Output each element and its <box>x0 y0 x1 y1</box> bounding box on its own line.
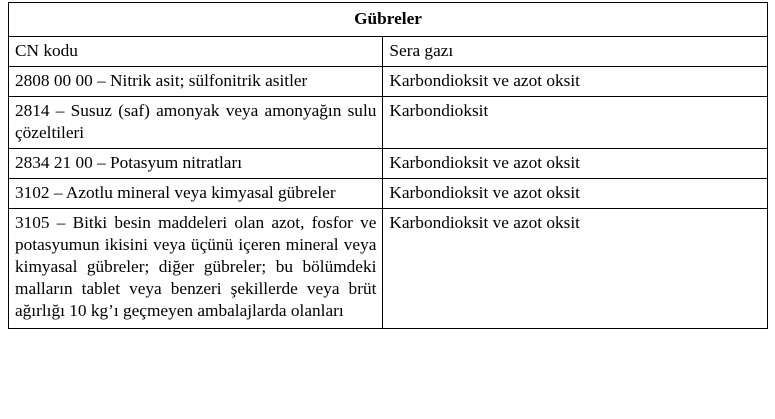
greenhouse-gas-cell: Karbondioksit <box>383 97 768 149</box>
fertilizers-table <box>8 2 768 329</box>
greenhouse-gas-cell: Karbondioksit ve azot oksit <box>383 179 768 209</box>
cn-code-cell: 2834 21 00 – Potasyum nitratları <box>9 149 383 179</box>
greenhouse-gas-cell: Karbondioksit ve azot oksit <box>383 67 768 97</box>
cn-code-cell: 3105 – Bitki besin maddeleri olan azot, fosfor ve potasyumun ikisini veya üçünü içeren mineral veya kimyasal gübreler; diğer gübreler; bu bölümdeki malların tablet veya benzeri şekillerde veya brüt ağırlığı 10 kg’ı geçmeyen ambalajlarda olanları <box>9 209 383 329</box>
table-row <box>9 209 768 329</box>
header-greenhouse-gas: Sera gazı <box>383 37 768 67</box>
cn-code-cell: 2808 00 00 – Nitrik asit; sülfonitrik asitler <box>9 67 383 97</box>
table-row <box>9 149 768 179</box>
greenhouse-gas-cell: Karbondioksit ve azot oksit <box>383 149 768 179</box>
table-row <box>9 179 768 209</box>
greenhouse-gas-cell: Karbondioksit ve azot oksit <box>383 209 768 329</box>
cn-code-cell: 3102 – Azotlu mineral veya kimyasal gübreler <box>9 179 383 209</box>
header-row <box>9 37 768 67</box>
header-cn-code: CN kodu <box>9 37 383 67</box>
table-title: Gübreler <box>9 3 768 37</box>
title-row <box>9 3 768 37</box>
table-row <box>9 67 768 97</box>
table-row <box>9 97 768 149</box>
cn-code-cell: 2814 – Susuz (saf) amonyak veya amonyağın sulu çözeltileri <box>9 97 383 149</box>
